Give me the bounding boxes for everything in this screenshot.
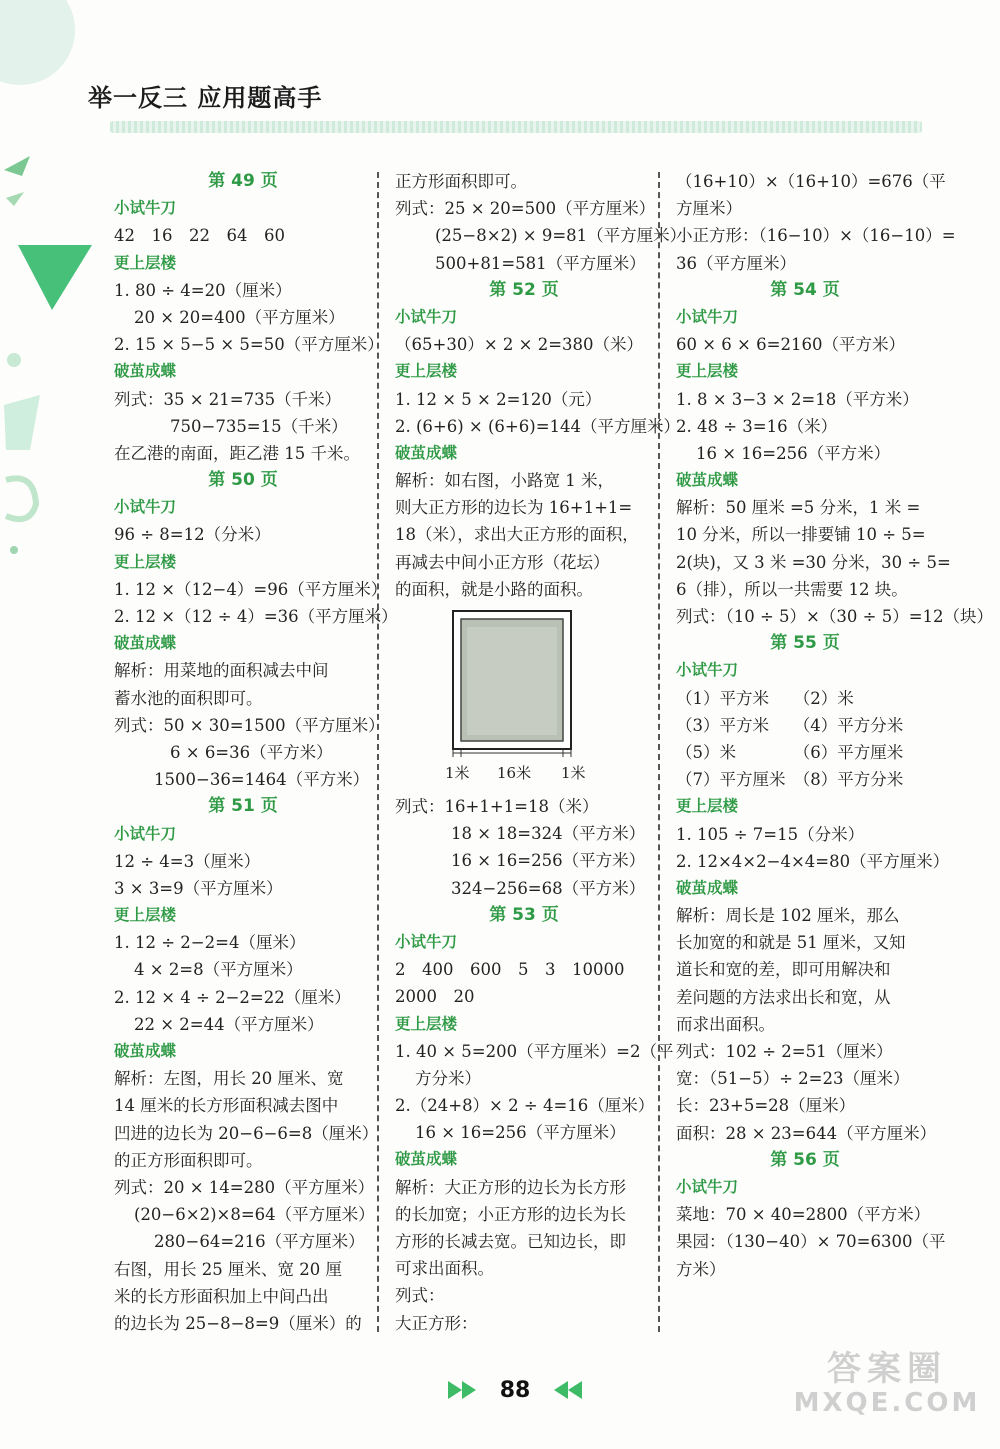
page-number: 88 — [499, 1377, 531, 1403]
answer-line: 750−735=15（千米） — [170, 416, 348, 436]
answer-line: 解析：50 厘米 =5 分米，1 米 = — [676, 498, 921, 518]
answer-line: 小正方形：（16−10）×（16−10）= — [676, 226, 956, 246]
answer-line: 列式： — [395, 1286, 445, 1306]
answer-line: （65+30）× 2 × 2=380（米） — [395, 335, 644, 355]
answer-line: 道长和宽的差，即可用解决和 — [676, 960, 891, 980]
section-heading: 更上层楼 — [114, 552, 177, 571]
answer-line: 1. 40 × 5=200（平方厘米）=2（平 — [395, 1041, 674, 1061]
section-heading: 破茧成蝶 — [114, 634, 177, 653]
section-heading: 小试牛刀 — [676, 307, 739, 326]
answer-line: 列式：102 ÷ 2=51（厘米） — [676, 1042, 893, 1061]
section-heading: 破茧成蝶 — [395, 443, 458, 462]
figure-label-right: 1米 — [561, 764, 586, 782]
answer-line: 方米） — [676, 1259, 726, 1279]
answer-line: 在乙港的南面，距乙港 15 千米。 — [114, 443, 360, 463]
answer-line: 凹进的边长为 20−6−6=8（厘米） — [114, 1123, 379, 1143]
answer-line: 2. 12 ×（12 ÷ 4）=36（平方厘米） — [114, 607, 398, 626]
section-heading: 小试牛刀 — [395, 932, 458, 951]
answer-line: 列式：25 × 20=500（平方厘米） — [395, 199, 656, 219]
answer-line: （7）平方厘米 （8）平方分米 — [676, 770, 904, 790]
answer-line: 面积：28 × 23=644（平方厘米） — [676, 1123, 937, 1143]
answer-line: 2(块)，又 3 米 =30 分米，30 ÷ 5= — [676, 552, 951, 572]
answer-line: 长：23+5=28（厘米） — [676, 1096, 856, 1116]
answer-line: 米的长方形面积加上中间凸出 — [114, 1286, 329, 1306]
column-1 — [114, 168, 398, 1337]
answer-line: 列式：（10 ÷ 5）×（30 ÷ 5）=12（块） — [676, 607, 994, 626]
answer-line: 2. 12×4×2−4×4=80（平方厘米） — [676, 851, 950, 871]
answer-line: 4 × 2=8（平方厘米） — [134, 960, 303, 980]
page-heading: 第 50 页 — [208, 470, 278, 491]
watermark — [792, 1349, 982, 1419]
answer-line: 蓄水池的面积即可。 — [114, 688, 263, 708]
answer-line: 1. 12 ÷ 2−2=4（厘米） — [114, 933, 306, 953]
answer-line: 大正方形： — [395, 1313, 478, 1333]
watermark-text: 答案圈 — [827, 1349, 947, 1389]
answer-line: 可求出面积。 — [395, 1259, 494, 1279]
answer-line: 果园：（130−40）× 70=6300（平 — [676, 1232, 946, 1252]
answer-line: 2. (6+6) × (6+6)=144（平方厘米） — [395, 416, 681, 436]
answer-line: 解析：周长是 102 厘米，那么 — [676, 906, 900, 926]
answer-line: 2. 48 ÷ 3=16（米） — [676, 416, 838, 436]
answer-line: 解析：左图，用长 20 厘米、宽 — [114, 1069, 344, 1089]
answer-line: 500+81=581（平方厘米） — [435, 253, 646, 273]
section-heading: 更上层楼 — [114, 906, 177, 925]
answer-line: 的边长为 25−8−8=9（厘米）的 — [114, 1313, 362, 1333]
answer-line: 22 × 2=44（平方厘米） — [134, 1014, 324, 1034]
section-heading: 破茧成蝶 — [395, 1150, 458, 1169]
answer-line: 再减去中间小正方形（花坛） — [395, 552, 610, 572]
answer-line: 方厘米） — [676, 199, 742, 219]
answer-line: （1）平方米 （2）米 — [676, 688, 854, 708]
answer-line: 2. 12 × 4 ÷ 2−2=22（厘米） — [114, 987, 351, 1007]
answer-line: 36（平方厘米） — [676, 253, 796, 273]
answer-line: 1. 12 × 5 × 2=120（元） — [395, 389, 602, 409]
section-heading: 更上层楼 — [114, 253, 177, 272]
answer-line: 列式：20 × 14=280（平方厘米） — [114, 1177, 375, 1197]
answer-line: 而求出面积。 — [676, 1014, 775, 1034]
answer-line: 1. 12 ×（12−4）=96（平方厘米） — [114, 579, 388, 599]
column-3 — [676, 168, 994, 1283]
answer-line: （5）米 （6）平方厘米 — [676, 742, 904, 762]
answer-line: 则大正方形的边长为 16+1+1= — [395, 498, 633, 518]
answer-line: 96 ÷ 8=12（分米） — [114, 525, 271, 545]
answer-line: 2 400 600 5 3 10000 — [395, 960, 625, 980]
column-divider-1 — [377, 172, 379, 1332]
figure-label-mid: 16米 — [497, 764, 532, 782]
answer-line: 12 ÷ 4=3（厘米） — [114, 851, 261, 871]
side-decoration — [0, 150, 95, 570]
header-band — [110, 121, 922, 133]
answer-line: 42 16 22 64 60 — [114, 226, 285, 246]
answer-line: 60 × 6 × 6=2160（平方米） — [676, 335, 905, 355]
answer-line: 18 × 18=324（平方米） — [451, 824, 646, 844]
section-heading: 小试牛刀 — [114, 824, 177, 843]
square-path-figure — [395, 603, 653, 793]
answer-line: 解析：用菜地的面积减去中间 — [114, 661, 329, 681]
page-heading: 第 55 页 — [770, 633, 840, 654]
corner-decoration — [0, 0, 80, 90]
answer-line: 1. 80 ÷ 4=20（厘米） — [114, 280, 292, 300]
section-heading: 更上层楼 — [676, 362, 739, 381]
answer-line: 菜地：70 × 40=2800（平方米） — [676, 1205, 931, 1225]
answer-line: 的长加宽；小正方形的边长为长 — [395, 1204, 626, 1224]
square-path-diagram — [395, 603, 653, 793]
answer-line: 的面积，就是小路的面积。 — [395, 579, 593, 599]
answer-line: 的正方形面积即可。 — [114, 1150, 263, 1170]
section-heading: 小试牛刀 — [676, 661, 739, 680]
answer-line: 16 × 16=256（平方米） — [696, 443, 891, 463]
answer-line: 6 × 6=36（平方米） — [170, 742, 333, 762]
section-heading: 小试牛刀 — [676, 1177, 739, 1196]
answer-line: 2.（24+8）× 2 ÷ 4=16（厘米） — [395, 1096, 655, 1116]
section-heading: 小试牛刀 — [114, 498, 177, 517]
answer-line: (25−8×2) × 9=81（平方厘米） — [435, 226, 687, 246]
double-arrow-right-icon — [446, 1379, 480, 1401]
watermark-url: MXQE.COM — [793, 1388, 981, 1418]
answer-line: 20 × 20=400（平方厘米） — [134, 307, 345, 327]
book-title: 举一反三 应用题高手 — [88, 84, 323, 112]
answer-line: 解析：大正方形的边长为长方形 — [395, 1177, 626, 1197]
figure-label-left: 1米 — [445, 764, 470, 782]
column-2 — [395, 168, 687, 1337]
section-heading: 破茧成蝶 — [676, 878, 739, 897]
answer-line: (20−6×2)×8=64（平方厘米） — [134, 1205, 375, 1225]
answer-line: （3）平方米 （4）平方分米 — [676, 715, 904, 735]
page-heading: 第 56 页 — [770, 1149, 840, 1170]
answer-line: 280−64=216（平方厘米） — [154, 1232, 365, 1252]
answer-line: 10 分米，所以一排要铺 10 ÷ 5= — [676, 525, 926, 545]
answer-line: 差问题的方法求出长和宽，从 — [676, 987, 891, 1007]
section-heading: 更上层楼 — [395, 362, 458, 381]
double-arrow-left-icon — [550, 1379, 584, 1401]
answer-line: 2. 15 × 5−5 × 5=50（平方厘米） — [114, 335, 384, 355]
section-heading: 破茧成蝶 — [114, 1042, 177, 1060]
answer-line: 16 × 16=256（平方米） — [451, 851, 646, 871]
column-divider-2 — [658, 172, 660, 1332]
answer-line: 6（排），所以一共需要 12 块。 — [676, 579, 908, 599]
answer-line: 16 × 16=256（平方厘米） — [415, 1123, 626, 1143]
section-heading: 小试牛刀 — [395, 307, 458, 326]
page-heading: 第 52 页 — [489, 279, 559, 300]
answer-line: 324−256=68（平方米） — [451, 878, 646, 898]
answer-line: 1500−36=1464（平方米） — [154, 770, 370, 790]
section-heading: 更上层楼 — [395, 1014, 458, 1033]
answer-line: （16+10）×（16+10）=676（平 — [676, 172, 946, 191]
answer-line: 方分米） — [415, 1068, 481, 1088]
answer-line: 列式：50 × 30=1500（平方厘米） — [114, 715, 385, 735]
page-footer — [440, 1372, 590, 1408]
answer-line: 长加宽的和就是 51 厘米，又知 — [676, 933, 906, 953]
answer-line: 宽：（51−5）÷ 2=23（厘米） — [676, 1069, 910, 1089]
section-heading: 破茧成蝶 — [676, 471, 739, 490]
page-heading: 第 53 页 — [489, 904, 559, 925]
answer-line: 14 厘米的长方形面积减去图中 — [114, 1096, 339, 1116]
page-heading: 第 49 页 — [208, 171, 278, 191]
answer-line: 1. 8 × 3−3 × 2=18（平方米） — [676, 389, 919, 409]
answer-line: 方形的长减去宽。已知边长，即 — [395, 1232, 626, 1251]
section-heading: 破茧成蝶 — [114, 362, 177, 381]
answer-line: 列式：16+1+1=18（米） — [395, 797, 599, 816]
answer-line: 列式：35 × 21=735（千米） — [114, 389, 342, 409]
answer-line: 解析：如右图，小路宽 1 米， — [395, 471, 614, 491]
answer-line: 正方形面积即可。 — [395, 172, 527, 191]
answer-line: 右图，用长 25 厘米、宽 20 厘 — [114, 1259, 342, 1279]
section-heading: 小试牛刀 — [114, 199, 177, 218]
page-heading: 第 51 页 — [208, 796, 278, 817]
answer-line: 2000 20 — [395, 987, 475, 1007]
answer-line: 3 × 3=9（平方厘米） — [114, 878, 283, 898]
answer-line: 1. 105 ÷ 7=15（分米） — [676, 824, 865, 844]
section-heading: 更上层楼 — [676, 797, 739, 816]
page-heading: 第 54 页 — [770, 279, 840, 300]
answer-line: 18（米），求出大正方形的面积， — [395, 525, 639, 545]
